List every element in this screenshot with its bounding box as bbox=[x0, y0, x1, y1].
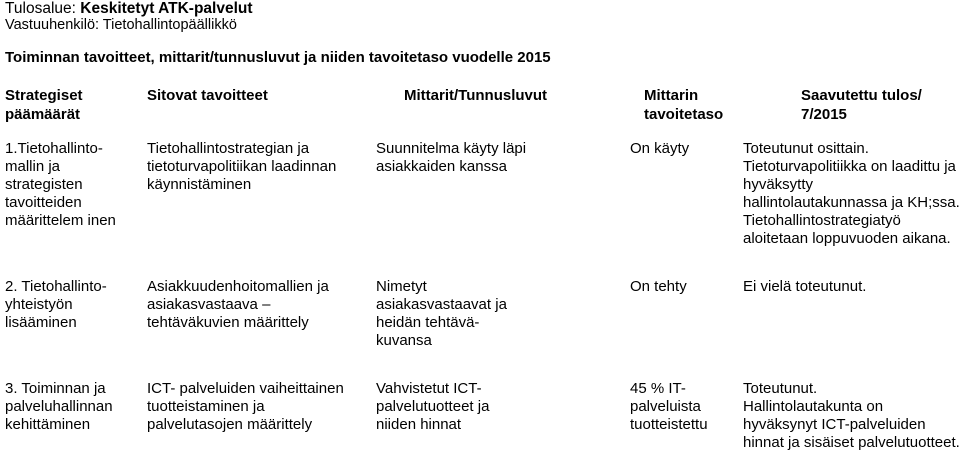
row-1-tied-goal: Tietohallintostrategian ja tietoturvapolitiikan laadinnan käynnistäminen bbox=[147, 140, 337, 193]
row-2-metric: Nimetyt asiakasvastaavat ja heidän tehtävä- kuvansa bbox=[376, 278, 507, 349]
row-2-goal: 2. Tietohallinto- yhteistyön lisääminen bbox=[5, 278, 107, 331]
row-3-target: 45 % IT- palveluista tuotteistettu bbox=[630, 380, 708, 433]
row-2-result: Ei vielä toteutunut. bbox=[743, 278, 867, 295]
row-3-tied-goal: ICT- palveluiden vaiheittainen tuotteistaminen ja palvelutasojen määrittely bbox=[147, 380, 344, 433]
column-header-metrics: Mittarit/Tunnusluvut bbox=[404, 87, 548, 104]
row-1-target: On käyty bbox=[630, 140, 690, 157]
row-3-metric: Vahvistetut ICT- palvelutuotteet ja niiden hinnat bbox=[376, 380, 490, 433]
column-header-target-level: Mittarin tavoitetaso bbox=[644, 87, 724, 123]
row-2-tied-goal: Asiakkuudenhoitomallien ja asiakasvastaava – tehtäväkuvien määrittely bbox=[147, 278, 329, 331]
responsible-person: Vastuuhenkilö: Tietohallintopäällikkö bbox=[5, 17, 237, 33]
column-header-strategic-goals: Strategiset päämäärät bbox=[5, 87, 83, 123]
unit-line bbox=[5, 0, 253, 18]
row-3-goal: 3. Toiminnan ja palveluhallinnan kehittäminen bbox=[5, 380, 113, 433]
row-3-result: Toteutunut. Hallintolautakunta on hyväksynyt ICT-palveluiden hinnat ja sisäiset palvelutuotteet. bbox=[743, 380, 960, 451]
column-header-result: Saavutettu tulos/ 7/2015 bbox=[801, 87, 922, 123]
unit-label: Tulosalue: bbox=[5, 0, 76, 17]
row-1-metric: Suunnitelma käyty läpi asiakkaiden kanssa bbox=[376, 140, 527, 175]
row-2-target: On tehty bbox=[630, 278, 687, 295]
unit-value: Keskitetyt ATK-palvelut bbox=[80, 0, 253, 17]
column-header-tied-goals: Sitovat tavoitteet bbox=[147, 87, 268, 104]
row-1-result: Toteutunut osittain. Tietoturvapolitiikka on laadittu ja hyväksytty hallintolautakunnassa ja KH;ssa. Tietohallintostrategiatyö aloitetaan loppuvuoden aikana. bbox=[743, 140, 960, 247]
row-1-goal: 1.Tietohallinto- mallin ja strategisten tavoitteiden määrittelem inen bbox=[5, 140, 116, 229]
document-title: Toiminnan tavoitteet, mittarit/tunnusluvut ja niiden tavoitetaso vuodelle 2015 bbox=[5, 49, 551, 66]
